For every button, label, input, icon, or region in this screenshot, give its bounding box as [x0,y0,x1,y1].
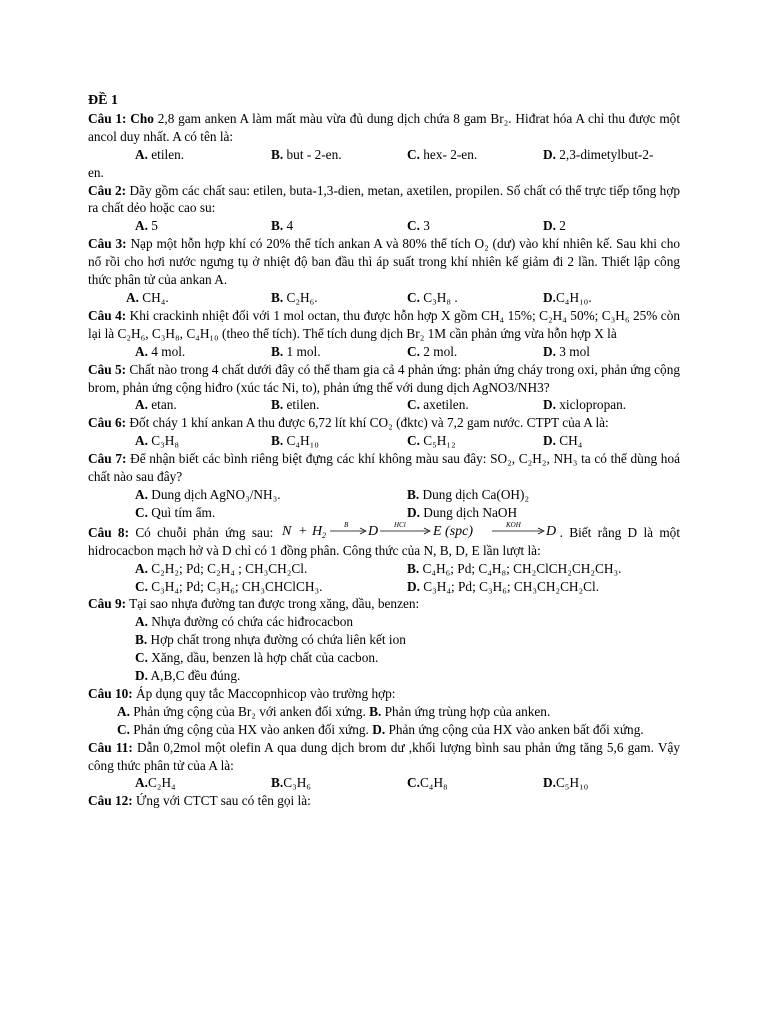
option[interactable]: B. but - 2-en. [271,146,342,162]
option[interactable]: D.C₅H₁₀ [543,775,589,791]
question-6: Câu 6: Đốt cháy 1 khí ankan A thu được 6,72 lít khí CO₂ (đktc) và 7,2 gam nước. CTPT của A là: [88,415,609,431]
options-3 [88,289,680,307]
options-10b [88,721,680,739]
option[interactable]: A. CH₄. [126,289,169,305]
reaction-reagent-hcl: HCl [393,520,406,529]
question-11: Câu 11: Dẫn 0,2mol một olefin A qua dung dịch brom dư ,khối lượng bình sau phản ứng tăng 5,6 gam. Vậy công thức phân tử của A là: [88,739,680,773]
option[interactable]: C. axetilen. [407,397,469,413]
option[interactable]: D. A,B,C đều đúng. [135,668,241,684]
option[interactable]: B.C₃H₆ [271,775,311,791]
question-9: Câu 9: Tại sao nhựa đường tan được trong xăng, dầu, benzen: [88,596,420,612]
question-4: Câu 4: Khi crackinh nhiệt đối với 1 mol octan, thu được hỗn hợp X gồm CH₄ 15%; C₂H₄ 50%; C₃H₆ 25% còn lại là C₂H₆, C₃H₈, C₄H₁₀ (theo thể tích). Thể tích dung dịch Br₂ 1M cần phản ứng vừa hỗn hợp X là [88,307,680,341]
reaction-scheme [280,520,560,542]
options-5 [88,396,680,414]
option[interactable]: B. Phản ứng trùng hợp của anken. [369,703,551,719]
exam-page [88,92,680,810]
option-wrap: en. [88,164,104,180]
reaction-plus: + [297,523,308,539]
reaction-h2-sub: 2 [321,530,326,540]
reaction-reagent-koh: KOH [505,520,521,529]
option[interactable]: B. C₄H₆; Pd; C₄H₈; CH₂ClCH₂CH₂CH₃. [407,560,622,576]
option[interactable]: C.C₄H₈ [407,775,448,791]
reaction-d: D [367,523,378,539]
reaction-h2: H [311,523,322,539]
options-7 [88,486,680,504]
option[interactable]: B. Dung dịch Ca(OH)₂ [407,486,530,502]
option[interactable]: C. Phản ứng cộng của HX vào anken đối xứng. [117,721,369,737]
reaction-e: E (spc) [432,523,473,539]
options-2 [88,217,680,235]
option[interactable]: A. etan. [135,397,177,413]
question-12: Câu 12: Ứng với CTCT sau có tên gọi là: [88,793,311,809]
option[interactable]: D. Dung dịch NaOH [407,504,518,520]
option[interactable]: D. 2,3-dimetylbut-2- [543,146,654,162]
option[interactable]: C. C₅H₁₂ [407,433,456,449]
question-7: Câu 7: Để nhận biết các bình riêng biệt đựng các khí không màu sau đây: SO₂, C₂H₂, NH₃ ta có thể dùng hoá chất nào sau đây? [88,451,680,485]
option[interactable]: B. 4 [271,218,294,234]
question-1 [88,110,680,146]
option[interactable]: D. Phản ứng cộng của HX vào anken bất đối xứng. [372,721,644,737]
option[interactable]: C. Quì tím ẩm. [135,504,216,520]
page-title: ĐỀ 1 [88,93,118,108]
option[interactable]: A. 4 mol. [135,343,186,359]
option[interactable]: B. C₄H₁₀ [271,433,319,449]
reaction-d2: D [545,523,556,539]
option[interactable]: B. 1 mol. [271,343,321,359]
option[interactable]: A. Phản ứng cộng của Br₂ với anken đối xứng. [117,703,366,719]
options-1 [88,146,680,164]
options-11 [88,774,680,792]
option[interactable]: C. C₃H₈ . [407,289,458,305]
question-lead: Cho [130,110,154,126]
option[interactable]: C. hex- 2-en. [407,146,478,162]
option[interactable]: C. Xăng, dầu, benzen là hợp chất của cacbon. [135,650,379,666]
reaction-n: N [281,523,291,539]
question-5: Câu 5: Chất nào trong 4 chất dưới đây có thể tham gia cả 4 phản ứng: phản ứng cháy trong oxi, phản ứng cộng brom, phản ứng cộng hiđro (xúc tác Ni, to), phản ứng thế với dung dịch AgNO3/NH3? [88,361,680,395]
option[interactable]: A.C₂H₄ [135,775,176,791]
option[interactable]: A. Nhựa đường có chứa các hiđrocacbon [135,614,354,630]
options-4 [88,343,680,361]
reaction-catalyst-b: B [343,520,348,529]
option[interactable]: A. 5 [135,218,158,234]
option[interactable]: D. xiclopropan. [543,397,627,413]
option[interactable]: A. Dung dịch AgNO₃/NH₃. [135,486,281,502]
option[interactable]: B. C₂H₆. [271,289,318,305]
option[interactable]: A. C₃H₈ [135,433,180,449]
option[interactable]: C. C₃H₄; Pd; C₃H₆; CH₃CHClCH₃. [135,578,323,594]
question-label: Câu 1: [88,110,127,126]
option[interactable]: C. 2 mol. [407,343,458,359]
question-text: 2,8 gam anken A làm mất màu vừa đủ dung dịch chứa 8 gam Br₂. Hiđrat hóa A chỉ thu được một ancol duy nhất. A có tên là: [88,110,681,144]
options-8 [88,560,680,578]
option[interactable]: D.C₄H₁₀. [543,289,592,305]
option[interactable]: A. etilen. [135,146,185,162]
options-6 [88,432,680,450]
question-8: Câu 8: Có chuỗi phản ứng sau: N + H 2 B D HCl E (spc) KOH D . Biết rằng D là một hidrocacbon mạch hở và D chỉ có 1 đồng phân. Công thức của N, B, D, E lần lượt là: [88,520,681,558]
question-3: Câu 3: Nạp một hỗn hợp khí có 20% thể tích ankan A và 80% thể tích O₂ (dư) vào khí nhiên kế. Sau khi cho nổ rồi cho hơi nước ngưng tụ ở nhiệt độ ban đầu thì áp suất trong khí nhiên kế giảm đi 2 lần. Thiết lập công thức phân tử của ankan A. [88,236,680,288]
option[interactable]: B. etilen. [271,397,320,413]
option[interactable]: D. CH₄ [543,433,583,449]
option[interactable]: A. C₂H₂; Pd; C₂H₄ ; CH₃CH₂Cl. [135,560,308,576]
option[interactable]: D. 2 [543,218,566,234]
option[interactable]: D. 3 mol [543,343,590,359]
option[interactable]: B. Hợp chất trong nhựa đường có chứa liên kết ion [135,632,406,648]
options-8b [88,578,680,596]
option[interactable]: D. C₃H₄; Pd; C₃H₆; CH₃CH₂CH₂Cl. [407,578,600,594]
question-2: Câu 2: Dãy gồm các chất sau: etilen, buta-1,3-dien, metan, axetilen, propilen. Số chất có thể trực tiếp tổng hợp ra chất dẻo hoặc cao su: [88,182,681,216]
options-10 [88,703,680,721]
question-10: Câu 10: Áp dụng quy tắc Maccopnhicop vào trường hợp: [88,685,396,701]
option[interactable]: C. 3 [407,218,430,234]
